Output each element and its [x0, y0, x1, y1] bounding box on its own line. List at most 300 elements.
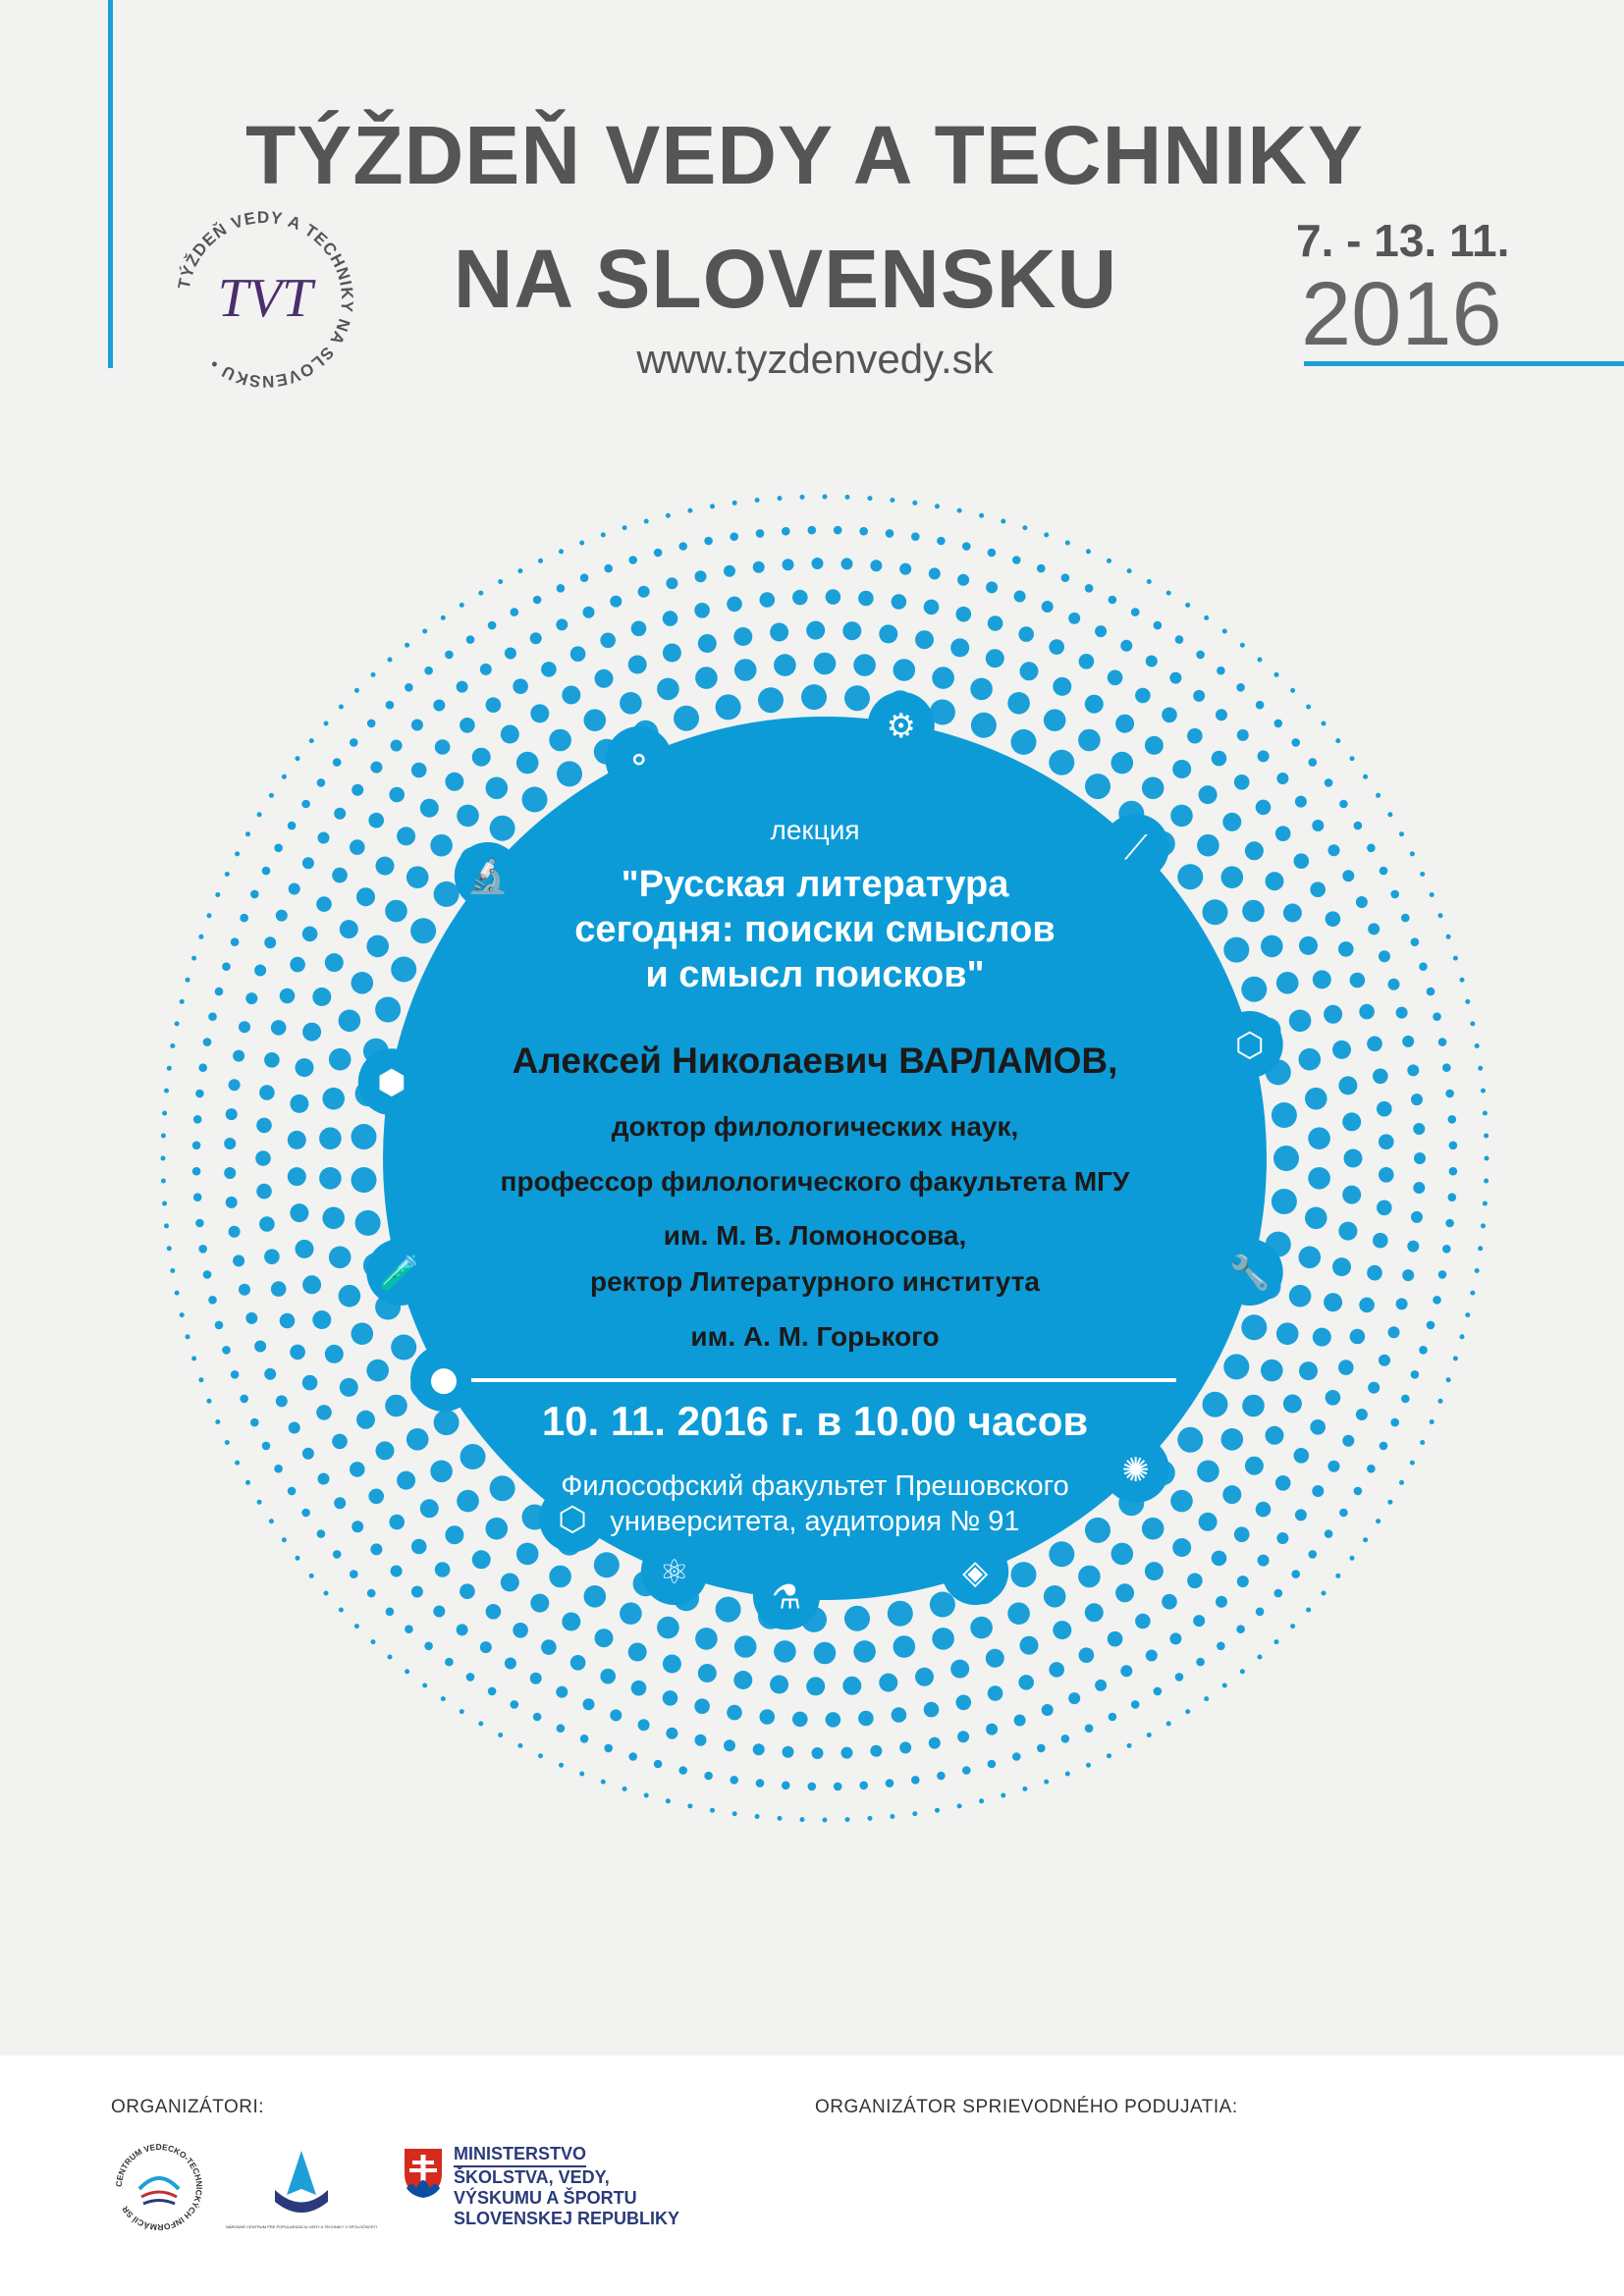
halo-dot	[628, 1752, 637, 1761]
halo-dot	[1085, 1603, 1104, 1622]
speaker-credential: профессор филологического факультета МГУ	[500, 1166, 1130, 1197]
halo-dot	[1049, 639, 1064, 655]
speaker-credential: доктор филологических наук,	[611, 1111, 1019, 1142]
website-link[interactable]: www.tyzdenvedy.sk	[636, 336, 994, 382]
halo-dot	[562, 1613, 580, 1631]
halo-dot	[1354, 1487, 1363, 1496]
halo-dot	[1236, 683, 1245, 692]
halo-dot	[570, 1655, 586, 1671]
halo-dot	[755, 1814, 760, 1819]
halo-dot	[610, 1709, 622, 1721]
halo-dot	[1146, 1650, 1158, 1662]
halo-dot	[556, 618, 568, 630]
halo-dot	[192, 1142, 201, 1150]
halo-dot	[704, 1772, 713, 1781]
halo-dot	[411, 763, 427, 778]
halo-dot	[1379, 950, 1390, 962]
halo-dot	[1212, 1551, 1227, 1567]
halo-dot	[255, 1150, 271, 1166]
halo-dot	[226, 1197, 238, 1208]
halo-dot	[868, 496, 873, 501]
halo-dot	[352, 1167, 377, 1193]
flask-icon	[753, 1563, 820, 1629]
halo-dot	[162, 1111, 167, 1116]
halo-dot	[250, 890, 259, 899]
title-line-2: NA SLOVENSKU	[453, 233, 1118, 325]
halo-dot	[334, 1497, 346, 1509]
halo-dot	[890, 498, 894, 503]
halo-dot	[203, 1270, 212, 1279]
halo-dot	[911, 532, 920, 541]
halo-dot	[595, 1629, 614, 1647]
halo-dot	[280, 1313, 296, 1329]
halo-dot	[1273, 1146, 1299, 1171]
halo-dot	[511, 608, 519, 616]
halo-dot	[1272, 1189, 1297, 1214]
speaker-name: Алексей Николаевич ВАРЛАМОВ,	[512, 1041, 1118, 1081]
halo-dot	[732, 1811, 737, 1816]
halo-dot	[604, 564, 613, 573]
halo-dot	[288, 1131, 306, 1149]
halo-dot	[356, 1411, 375, 1429]
halo-dot	[859, 527, 868, 536]
halo-dot	[1258, 1655, 1263, 1660]
halo-dot	[1095, 1680, 1107, 1691]
halo-dot	[853, 1640, 876, 1663]
halo-dot	[170, 1043, 175, 1048]
halo-dot	[1131, 1700, 1140, 1709]
halo-dot	[350, 738, 358, 747]
halo-dot	[1342, 1186, 1361, 1204]
halo-dot	[1166, 591, 1171, 596]
halo-dot	[1376, 793, 1380, 798]
halo-dot	[388, 1655, 393, 1660]
halo-dot	[296, 1240, 314, 1258]
halo-dot	[1109, 1713, 1117, 1722]
halo-dot	[1166, 1721, 1171, 1726]
halo-dot	[319, 1127, 342, 1149]
halo-dot	[782, 527, 790, 536]
halo-dot	[486, 1604, 502, 1620]
halo-dot	[1449, 1167, 1458, 1176]
halo-dot	[666, 513, 671, 518]
halo-dot	[405, 1669, 409, 1674]
ministry-line: MINISTERSTVO	[454, 2144, 586, 2167]
halo-dot	[758, 687, 784, 713]
halo-dot	[1401, 914, 1410, 923]
halo-dot	[1085, 774, 1110, 799]
halo-dot	[644, 519, 649, 524]
halo-dot	[886, 1779, 894, 1788]
halo-dot	[162, 1201, 167, 1206]
halo-dot	[290, 1095, 308, 1113]
venue-line: университета, аудитория № 91	[610, 1506, 1020, 1537]
svg-text:⚬: ⚬	[624, 741, 653, 780]
halo-dot	[225, 1440, 230, 1445]
halo-dot	[530, 1594, 549, 1613]
halo-dot	[845, 1817, 850, 1822]
halo-dot	[1312, 820, 1324, 831]
halo-dot	[988, 1685, 1003, 1701]
halo-dot	[1237, 1575, 1249, 1587]
halo-dot	[1368, 923, 1380, 934]
halo-dot	[445, 773, 463, 791]
halo-dot	[352, 972, 374, 994]
halo-dot	[1020, 1636, 1039, 1655]
halo-dot	[1222, 629, 1227, 634]
halo-dot	[1359, 1298, 1375, 1313]
halo-dot	[1453, 956, 1458, 961]
halo-dot	[352, 1521, 363, 1532]
halo-dot	[290, 1203, 308, 1222]
halo-dot	[734, 1635, 757, 1658]
halo-dot	[1185, 603, 1190, 608]
halo-dot	[663, 611, 678, 626]
halo-dot	[1256, 701, 1265, 710]
halo-dot	[1276, 1532, 1288, 1544]
halo-dot	[663, 644, 681, 663]
halo-dot	[460, 1709, 464, 1714]
halo-dot	[628, 1643, 647, 1662]
halo-dot	[195, 1090, 204, 1098]
halo-dot	[879, 1674, 897, 1692]
halo-dot	[812, 1747, 824, 1759]
halo-dot	[1388, 1326, 1400, 1338]
halo-dot	[355, 1210, 381, 1236]
halo-dot	[841, 558, 853, 569]
halo-dot	[834, 526, 842, 535]
halo-dot	[935, 504, 940, 508]
halo-dot	[1049, 750, 1074, 775]
halo-dot	[924, 1702, 940, 1718]
halo-dot	[1196, 651, 1205, 660]
halo-dot	[170, 1268, 175, 1273]
halo-dot	[1342, 870, 1354, 881]
halo-dot	[501, 1574, 519, 1592]
halo-dot	[517, 568, 522, 573]
halo-dot	[1402, 1269, 1414, 1281]
halo-dot	[778, 1816, 783, 1821]
halo-dot	[193, 1193, 202, 1201]
halo-dot	[1363, 1537, 1368, 1542]
halo-dot	[472, 1550, 491, 1569]
halo-dot	[753, 1743, 765, 1755]
halo-dot	[792, 1712, 808, 1728]
lecture-title-line: сегодня: поиски смыслов	[574, 909, 1056, 950]
halo-dot	[1109, 596, 1117, 605]
halo-dot	[892, 594, 907, 610]
halo-dot	[1044, 709, 1066, 731]
halo-dot	[924, 600, 940, 615]
halo-dot	[890, 1814, 894, 1819]
halo-dot	[1256, 1608, 1265, 1617]
halo-dot	[1120, 640, 1132, 652]
halo-dot	[1204, 1696, 1209, 1701]
halo-dot	[716, 694, 741, 720]
halo-dot	[1108, 670, 1123, 686]
halo-dot	[1193, 690, 1205, 702]
halo-dot	[1196, 1658, 1205, 1667]
halo-dot	[610, 596, 622, 608]
halo-dot	[1313, 970, 1331, 988]
lecture-title	[393, 862, 1237, 997]
halo-dot	[339, 705, 344, 710]
halo-dot	[979, 1798, 984, 1803]
halo-dot	[1242, 1395, 1265, 1417]
halo-dot	[180, 999, 185, 1004]
halo-dot	[371, 672, 376, 677]
halo-dot	[215, 988, 224, 996]
halo-dot	[161, 1179, 166, 1184]
halo-dot	[1011, 729, 1037, 755]
halo-dot	[215, 1321, 224, 1330]
halo-dot	[391, 1566, 403, 1577]
halo-dot	[1172, 1538, 1191, 1557]
halo-dot	[1356, 1409, 1368, 1420]
halo-dot	[207, 1399, 212, 1404]
svg-text:◈: ◈	[962, 1553, 989, 1592]
halo-dot	[1460, 978, 1465, 983]
halo-dot	[161, 1134, 166, 1139]
halo-dot	[457, 1624, 468, 1635]
halo-dot	[1234, 774, 1250, 790]
halo-dot	[1420, 872, 1425, 877]
halo-dot	[1465, 1312, 1470, 1317]
halo-dot	[245, 831, 250, 836]
halo-dot	[1185, 1709, 1190, 1714]
halo-dot	[579, 541, 584, 546]
halo-dot	[1237, 729, 1249, 741]
halo-dot	[783, 1746, 794, 1758]
halo-dot	[806, 1677, 825, 1695]
halo-dot	[970, 1617, 993, 1639]
slovak-coat-of-arms-icon	[401, 2145, 446, 2200]
halo-dot	[962, 542, 971, 551]
halo-dot	[1407, 1241, 1419, 1253]
halo-dot	[1175, 635, 1184, 644]
halo-dot	[792, 590, 808, 606]
halo-dot	[562, 686, 580, 705]
halo-dot	[1162, 708, 1177, 723]
halo-dot	[1483, 1111, 1488, 1116]
halo-dot	[899, 563, 911, 575]
halo-dot	[538, 1753, 543, 1758]
halo-dot	[1324, 1005, 1342, 1024]
halo-dot	[1446, 1377, 1451, 1382]
lecture-title-line: "Русская литература	[621, 864, 1009, 905]
halo-dot	[1309, 1550, 1318, 1559]
halo-dot	[935, 1808, 940, 1813]
halo-dot	[1242, 900, 1265, 923]
halo-dot	[1306, 1608, 1311, 1613]
halo-dot	[433, 700, 445, 712]
halo-dot	[1368, 1382, 1380, 1394]
svg-text:TÝŽDEŇ VEDY A TECHNIKY NA SLOV: TÝŽDEŇ VEDY A TECHNIKY NA SLOVENSKU •	[174, 207, 357, 392]
halo-dot	[290, 957, 305, 973]
halo-dot	[663, 1690, 678, 1706]
halo-dot	[231, 1370, 240, 1379]
halo-dot	[1411, 1094, 1423, 1105]
halo-dot	[1305, 1088, 1327, 1110]
halo-dot	[192, 1167, 201, 1176]
halo-dot	[339, 1010, 361, 1033]
halo-dot	[259, 1216, 275, 1232]
halo-dot	[1037, 1744, 1046, 1753]
halo-dot	[424, 1642, 433, 1651]
halo-dot	[229, 1079, 241, 1091]
halo-dot	[302, 1448, 314, 1460]
halo-dot	[1445, 1090, 1454, 1098]
halo-dot	[1217, 667, 1225, 675]
halo-dot	[288, 1487, 297, 1496]
halo-dot	[663, 1655, 681, 1674]
halo-dot	[1367, 1037, 1382, 1052]
halo-dot	[1411, 1211, 1423, 1223]
halo-dot	[1115, 1583, 1134, 1602]
halo-dot	[262, 1442, 271, 1451]
halo-dot	[915, 630, 934, 649]
halo-dot	[595, 669, 614, 688]
halo-dot	[842, 1677, 861, 1695]
halo-dot	[1390, 890, 1399, 899]
halo-dot	[350, 1462, 365, 1477]
halo-dot	[899, 1741, 911, 1753]
halo-dot	[354, 688, 359, 693]
halo-dot	[1322, 721, 1326, 726]
halo-dot	[422, 1683, 427, 1688]
halo-dot	[774, 1640, 796, 1663]
halo-dot	[1470, 1021, 1475, 1026]
halo-dot	[808, 1783, 817, 1791]
halo-dot	[324, 1591, 329, 1596]
halo-dot	[1042, 1704, 1054, 1716]
halo-dot	[460, 603, 464, 608]
speaker-credential: ректор Литературного института	[590, 1266, 1040, 1297]
halo-dot	[1011, 1562, 1037, 1587]
halo-dot	[1240, 643, 1245, 648]
halo-dot	[988, 615, 1003, 631]
halo-dot	[1079, 1647, 1095, 1663]
halo-dot	[333, 1550, 342, 1559]
halo-dot	[710, 1808, 715, 1813]
halo-dot	[235, 1461, 240, 1466]
halo-dot	[460, 1444, 486, 1469]
halo-dot	[694, 603, 710, 618]
halo-dot	[164, 1089, 169, 1094]
halo-dot	[1410, 1461, 1415, 1466]
halo-dot	[505, 1658, 516, 1670]
halo-dot	[350, 1570, 358, 1578]
halo-dot	[198, 1377, 203, 1382]
halo-dot	[302, 927, 318, 942]
halo-dot	[340, 1378, 358, 1397]
halo-dot	[389, 787, 405, 803]
halo-dot	[716, 1597, 741, 1623]
halo-dot	[226, 1108, 238, 1120]
halo-dot	[956, 1695, 972, 1711]
halo-dot	[870, 1745, 882, 1757]
halo-dot	[956, 607, 972, 622]
halo-dot	[695, 1735, 707, 1746]
halo-dot	[687, 508, 692, 513]
halo-dot	[687, 1803, 692, 1808]
halo-dot	[250, 1418, 259, 1427]
halo-dot	[868, 1816, 873, 1821]
halo-dot	[1448, 1115, 1457, 1124]
ncp-logo	[225, 2146, 378, 2239]
halo-dot	[1053, 1621, 1071, 1639]
halo-dot	[1012, 1752, 1021, 1761]
halo-dot	[435, 739, 451, 755]
halo-dot	[256, 1184, 272, 1200]
halo-dot	[1223, 1354, 1249, 1379]
halo-dot	[1445, 1219, 1454, 1228]
halo-dot	[498, 579, 503, 584]
molecule-icon	[606, 726, 673, 793]
lecture-venue	[393, 1468, 1237, 1539]
halo-dot	[601, 1780, 606, 1785]
halo-dot	[654, 549, 663, 558]
halo-dot	[1135, 1614, 1151, 1629]
halo-dot	[1061, 1735, 1070, 1743]
halo-dot	[259, 1085, 275, 1100]
halo-dot	[1169, 672, 1181, 684]
halo-dot	[912, 1811, 917, 1816]
halo-dot	[570, 646, 586, 662]
halo-dot	[986, 581, 998, 593]
halo-dot	[778, 496, 783, 501]
halo-dot	[511, 1700, 519, 1709]
halo-dot	[557, 584, 566, 593]
halo-dot	[366, 1360, 389, 1382]
halo-dot	[1312, 1485, 1324, 1497]
halo-dot	[1001, 1793, 1005, 1798]
halo-dot	[386, 701, 395, 710]
halo-dot	[1014, 591, 1026, 603]
venue-line: Философский факультет Прешовского	[561, 1470, 1069, 1502]
halo-dot	[937, 537, 946, 546]
footer	[0, 2056, 1624, 2296]
halo-dot	[254, 965, 266, 977]
halo-dot	[1272, 1102, 1297, 1128]
halo-dot	[1212, 751, 1227, 767]
halo-dot	[1339, 800, 1348, 809]
ministry-line: VÝSKUMU A ŠPORTU	[454, 2188, 637, 2208]
halo-dot	[1294, 853, 1310, 869]
halo-dot	[322, 1207, 345, 1230]
halo-dot	[1483, 1201, 1488, 1206]
svg-text:🔬: 🔬	[466, 857, 509, 896]
halo-dot	[893, 659, 916, 681]
halo-dot	[530, 704, 549, 722]
halo-dot	[1410, 851, 1415, 856]
halo-dot	[979, 513, 984, 518]
halo-dot	[254, 1341, 266, 1353]
halo-dot	[1335, 1574, 1340, 1578]
halo-dot	[530, 1673, 542, 1684]
halo-dot	[533, 596, 542, 605]
halo-dot	[203, 1038, 212, 1046]
halo-dot	[1481, 1089, 1486, 1094]
halo-dot	[257, 1500, 262, 1505]
halo-dot	[834, 1783, 842, 1791]
halo-dot	[695, 667, 718, 689]
halo-dot	[657, 1617, 679, 1639]
halo-dot	[986, 1649, 1004, 1668]
halo-dot	[198, 1063, 207, 1072]
halo-dot	[1042, 601, 1054, 613]
halo-dot	[620, 692, 642, 715]
